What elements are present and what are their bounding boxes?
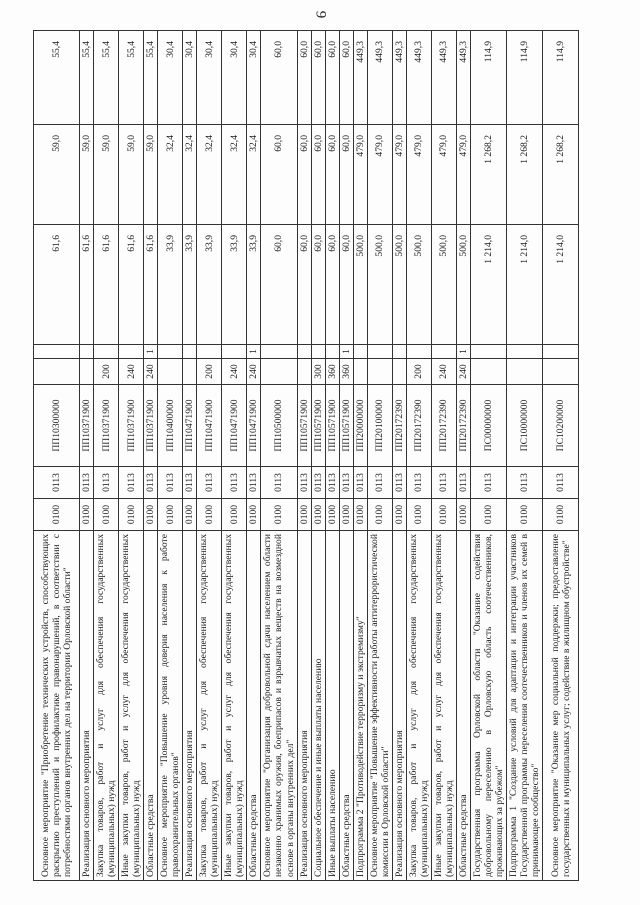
row-source-code <box>392 345 406 359</box>
row-value-3: 449,3 <box>353 31 367 125</box>
row-expense-type <box>158 359 183 385</box>
row-value-3: 30,4 <box>247 31 261 125</box>
row-subsection-code: 0113 <box>247 467 261 499</box>
row-expense-type <box>261 359 297 385</box>
row-name: Подпрограмма 1 "Создание условий для адаптации и интеграции участников Государственной программы переселения соотечественников и членов их семей в принимающее сообщество" <box>507 531 543 881</box>
row-name: Областные средства <box>144 531 158 881</box>
row-name: Реализация основного мероприятия <box>80 531 94 881</box>
row-target-code: ПС00000000 <box>470 385 506 467</box>
row-source-code <box>80 345 94 359</box>
row-value-3: 60,0 <box>261 31 297 125</box>
row-value-1: 500,0 <box>406 225 431 345</box>
row-value-2: 1 268,2 <box>543 125 579 225</box>
row-source-code <box>183 345 197 359</box>
row-expense-type <box>353 359 367 385</box>
row-target-code: ПП10400000 <box>158 385 183 467</box>
row-subsection-code: 0113 <box>431 467 456 499</box>
row-value-3: 30,4 <box>183 31 197 125</box>
row-value-2: 1 268,2 <box>507 125 543 225</box>
row-source-code: 1 <box>339 345 353 359</box>
row-value-2: 32,4 <box>183 125 197 225</box>
row-target-code: ПП10571900 <box>297 385 311 467</box>
row-subsection-code: 0113 <box>297 467 311 499</box>
row-expense-type <box>34 359 80 385</box>
row-value-2: 59,0 <box>80 125 94 225</box>
row-source-code <box>507 345 543 359</box>
row-target-code: ПП20172390 <box>406 385 431 467</box>
row-target-code: ПП10500000 <box>261 385 297 467</box>
row-value-3: 449,3 <box>431 31 456 125</box>
rotated-budget-table <box>33 31 613 881</box>
row-value-3: 449,3 <box>406 31 431 125</box>
table-row <box>543 31 579 881</box>
table-row <box>247 31 261 881</box>
table-body <box>34 31 579 881</box>
row-expense-type: 240 <box>247 359 261 385</box>
row-section-code: 0100 <box>392 499 406 531</box>
row-target-code: ПП10571900 <box>325 385 339 467</box>
row-value-2: 479,0 <box>367 125 392 225</box>
row-name: Иные закупки товаров, работ и услуг для обеспечения государственных (муниципальных) нужд <box>431 531 456 881</box>
row-value-3: 60,0 <box>325 31 339 125</box>
row-subsection-code: 0113 <box>470 467 506 499</box>
row-section-code: 0100 <box>261 499 297 531</box>
row-subsection-code: 0113 <box>367 467 392 499</box>
row-value-1: 1 214,0 <box>543 225 579 345</box>
budget-table <box>33 30 579 881</box>
row-value-1: 33,9 <box>158 225 183 345</box>
row-expense-type: 240 <box>119 359 144 385</box>
row-name: Иные выплаты населению <box>325 531 339 881</box>
row-expense-type <box>470 359 506 385</box>
row-subsection-code: 0113 <box>406 467 431 499</box>
row-subsection-code: 0113 <box>325 467 339 499</box>
row-value-1: 60,0 <box>297 225 311 345</box>
row-value-3: 30,4 <box>222 31 247 125</box>
row-target-code: ПП10371900 <box>144 385 158 467</box>
row-source-code <box>543 345 579 359</box>
row-value-2: 32,4 <box>158 125 183 225</box>
row-subsection-code: 0113 <box>222 467 247 499</box>
row-value-1: 60,0 <box>339 225 353 345</box>
row-value-2: 479,0 <box>406 125 431 225</box>
row-value-3: 60,0 <box>311 31 325 125</box>
row-expense-type <box>367 359 392 385</box>
row-target-code: ПП10471900 <box>247 385 261 467</box>
row-value-1: 33,9 <box>183 225 197 345</box>
row-source-code <box>406 345 431 359</box>
row-value-2: 479,0 <box>392 125 406 225</box>
row-value-3: 55,4 <box>80 31 94 125</box>
table-row <box>183 31 197 881</box>
row-value-3: 60,0 <box>339 31 353 125</box>
row-source-code <box>297 345 311 359</box>
row-source-code <box>470 345 506 359</box>
table-row <box>197 31 222 881</box>
row-section-code: 0100 <box>144 499 158 531</box>
row-expense-type <box>543 359 579 385</box>
row-value-2: 60,0 <box>339 125 353 225</box>
row-name: Областные средства <box>456 531 470 881</box>
row-source-code <box>94 345 119 359</box>
row-source-code <box>119 345 144 359</box>
row-name: Основное мероприятие "Приобретение технических устройств, способствующих раскрытию преступлений и профилактике правонарушений, в соответствии с потребностями органов внутренних дел на территории Орловской области" <box>34 531 80 881</box>
row-section-code: 0100 <box>222 499 247 531</box>
row-target-code: ПП10471900 <box>183 385 197 467</box>
row-expense-type: 300 <box>311 359 325 385</box>
table-row <box>339 31 353 881</box>
row-value-1: 61,6 <box>119 225 144 345</box>
row-source-code <box>197 345 222 359</box>
row-expense-type <box>80 359 94 385</box>
row-subsection-code: 0113 <box>507 467 543 499</box>
row-value-1: 61,6 <box>80 225 94 345</box>
row-expense-type: 240 <box>431 359 456 385</box>
row-expense-type: 200 <box>94 359 119 385</box>
row-subsection-code: 0113 <box>94 467 119 499</box>
row-value-1: 60,0 <box>311 225 325 345</box>
row-section-code: 0100 <box>247 499 261 531</box>
row-target-code: ПП20172390 <box>456 385 470 467</box>
row-source-code <box>431 345 456 359</box>
row-value-3: 114,9 <box>507 31 543 125</box>
row-name: Основное мероприятие "Оказание мер социальной поддержки; предоставление государственных и муниципальных услуг; содействие в жилищном обустройстве" <box>543 531 579 881</box>
row-value-3: 114,9 <box>543 31 579 125</box>
row-value-2: 59,0 <box>94 125 119 225</box>
row-target-code: ПС10000000 <box>507 385 543 467</box>
row-subsection-code: 0113 <box>311 467 325 499</box>
row-subsection-code: 0113 <box>456 467 470 499</box>
row-name: Иные закупки товаров, работ и услуг для обеспечения государственных (муниципальных) нужд <box>119 531 144 881</box>
row-name: Областные средства <box>247 531 261 881</box>
table-row <box>367 31 392 881</box>
table-row <box>431 31 456 881</box>
row-section-code: 0100 <box>34 499 80 531</box>
row-value-3: 55,4 <box>94 31 119 125</box>
row-value-2: 59,0 <box>144 125 158 225</box>
row-source-code: 1 <box>456 345 470 359</box>
row-target-code: ПП10371900 <box>94 385 119 467</box>
row-name: Реализация основного мероприятия <box>297 531 311 881</box>
row-source-code <box>34 345 80 359</box>
row-value-2: 59,0 <box>34 125 80 225</box>
row-value-1: 60,0 <box>325 225 339 345</box>
row-value-1: 500,0 <box>431 225 456 345</box>
row-value-2: 1 268,2 <box>470 125 506 225</box>
row-value-3: 55,4 <box>144 31 158 125</box>
row-section-code: 0100 <box>406 499 431 531</box>
table-row <box>297 31 311 881</box>
row-target-code: ПП10571900 <box>339 385 353 467</box>
row-source-code <box>261 345 297 359</box>
row-value-2: 60,0 <box>261 125 297 225</box>
table-row <box>392 31 406 881</box>
row-section-code: 0100 <box>543 499 579 531</box>
page-number: 9 <box>312 10 329 19</box>
row-source-code <box>222 345 247 359</box>
row-value-3: 114,9 <box>470 31 506 125</box>
table-row <box>80 31 94 881</box>
row-value-3: 449,3 <box>367 31 392 125</box>
row-subsection-code: 0113 <box>158 467 183 499</box>
row-name: Подпрограмма 2 "Противодействие терроризму и экстремизму" <box>353 531 367 881</box>
row-value-3: 449,3 <box>456 31 470 125</box>
row-value-1: 61,6 <box>144 225 158 345</box>
row-value-1: 500,0 <box>353 225 367 345</box>
row-subsection-code: 0113 <box>339 467 353 499</box>
table-row <box>470 31 506 881</box>
row-name: Закупка товаров, работ и услуг для обеспечения государственных (муниципальных) нужд <box>94 531 119 881</box>
row-target-code: ПП20100000 <box>367 385 392 467</box>
row-name: Реализация основного мероприятия <box>392 531 406 881</box>
row-source-code <box>158 345 183 359</box>
row-subsection-code: 0113 <box>80 467 94 499</box>
row-name: Государственная программа Орловской области "Оказание содействия добровольному переселению в Орловскую область соотечественников, проживающих за рубежом" <box>470 531 506 881</box>
row-name: Основное мероприятие "Повышение уровня доверия населения к работе правоохранительных органов" <box>158 531 183 881</box>
table-row <box>222 31 247 881</box>
row-value-2: 479,0 <box>353 125 367 225</box>
row-value-3: 30,4 <box>158 31 183 125</box>
row-name: Закупка товаров, работ и услуг для обеспечения государственных (муниципальных) нужд <box>197 531 222 881</box>
row-value-2: 479,0 <box>456 125 470 225</box>
row-section-code: 0100 <box>297 499 311 531</box>
row-target-code: ПП20172390 <box>392 385 406 467</box>
row-target-code: ПП10571900 <box>311 385 325 467</box>
row-target-code: ПП10471900 <box>222 385 247 467</box>
row-source-code <box>367 345 392 359</box>
row-name: Закупка товаров, работ и услуг для обеспечения государственных (муниципальных) нужд <box>406 531 431 881</box>
row-subsection-code: 0113 <box>543 467 579 499</box>
row-expense-type: 200 <box>406 359 431 385</box>
row-target-code: ПП20000000 <box>353 385 367 467</box>
table-row <box>311 31 325 881</box>
row-name: Областные средства <box>339 531 353 881</box>
row-source-code: 1 <box>144 345 158 359</box>
row-value-3: 449,3 <box>392 31 406 125</box>
row-section-code: 0100 <box>339 499 353 531</box>
row-value-1: 60,0 <box>261 225 297 345</box>
row-section-code: 0100 <box>80 499 94 531</box>
row-name: Основное мероприятие "Повышение эффективности работы антитеррористической комиссии в Орловской области" <box>367 531 392 881</box>
row-value-1: 1 214,0 <box>507 225 543 345</box>
table-row <box>325 31 339 881</box>
row-value-2: 60,0 <box>297 125 311 225</box>
row-source-code <box>325 345 339 359</box>
row-value-2: 32,4 <box>247 125 261 225</box>
row-value-3: 55,4 <box>119 31 144 125</box>
row-value-3: 30,4 <box>197 31 222 125</box>
row-expense-type <box>507 359 543 385</box>
row-target-code: ПП10471900 <box>197 385 222 467</box>
row-target-code: ПС10200000 <box>543 385 579 467</box>
row-section-code: 0100 <box>197 499 222 531</box>
row-section-code: 0100 <box>456 499 470 531</box>
row-value-2: 59,0 <box>119 125 144 225</box>
table-row <box>94 31 119 881</box>
row-section-code: 0100 <box>353 499 367 531</box>
table-row <box>456 31 470 881</box>
row-name: Иные закупки товаров, работ и услуг для обеспечения государственных (муниципальных) нужд <box>222 531 247 881</box>
table-row <box>353 31 367 881</box>
row-value-1: 61,6 <box>34 225 80 345</box>
row-expense-type: 240 <box>222 359 247 385</box>
row-value-1: 500,0 <box>367 225 392 345</box>
row-expense-type <box>183 359 197 385</box>
row-value-1: 33,9 <box>247 225 261 345</box>
table-row <box>158 31 183 881</box>
row-expense-type <box>297 359 311 385</box>
row-expense-type: 200 <box>197 359 222 385</box>
row-value-2: 479,0 <box>431 125 456 225</box>
row-target-code: ПП20172390 <box>431 385 456 467</box>
row-section-code: 0100 <box>507 499 543 531</box>
row-subsection-code: 0113 <box>197 467 222 499</box>
row-expense-type: 240 <box>144 359 158 385</box>
table-row <box>119 31 144 881</box>
row-section-code: 0100 <box>311 499 325 531</box>
row-expense-type: 360 <box>325 359 339 385</box>
row-value-2: 32,4 <box>197 125 222 225</box>
row-value-1: 1 214,0 <box>470 225 506 345</box>
row-value-1: 33,9 <box>197 225 222 345</box>
row-name: Реализация основного мероприятия <box>183 531 197 881</box>
table-row <box>406 31 431 881</box>
row-section-code: 0100 <box>325 499 339 531</box>
row-section-code: 0100 <box>119 499 144 531</box>
row-target-code: ПП10300000 <box>34 385 80 467</box>
table-row <box>34 31 80 881</box>
row-target-code: ПП10371900 <box>80 385 94 467</box>
row-subsection-code: 0113 <box>261 467 297 499</box>
row-expense-type: 240 <box>456 359 470 385</box>
row-subsection-code: 0113 <box>183 467 197 499</box>
row-subsection-code: 0113 <box>392 467 406 499</box>
row-subsection-code: 0113 <box>34 467 80 499</box>
row-expense-type <box>392 359 406 385</box>
row-subsection-code: 0113 <box>119 467 144 499</box>
row-section-code: 0100 <box>183 499 197 531</box>
row-target-code: ПП10371900 <box>119 385 144 467</box>
row-value-3: 55,4 <box>34 31 80 125</box>
row-expense-type: 360 <box>339 359 353 385</box>
row-subsection-code: 0113 <box>144 467 158 499</box>
row-value-2: 60,0 <box>325 125 339 225</box>
row-value-1: 500,0 <box>392 225 406 345</box>
table-row <box>144 31 158 881</box>
row-value-2: 32,4 <box>222 125 247 225</box>
row-value-1: 500,0 <box>456 225 470 345</box>
table-row <box>507 31 543 881</box>
row-source-code: 1 <box>247 345 261 359</box>
row-section-code: 0100 <box>431 499 456 531</box>
row-section-code: 0100 <box>94 499 119 531</box>
row-section-code: 0100 <box>158 499 183 531</box>
row-value-1: 33,9 <box>222 225 247 345</box>
row-source-code <box>311 345 325 359</box>
row-value-1: 61,6 <box>94 225 119 345</box>
table-row <box>261 31 297 881</box>
row-section-code: 0100 <box>367 499 392 531</box>
row-source-code <box>353 345 367 359</box>
row-value-2: 60,0 <box>311 125 325 225</box>
row-value-3: 60,0 <box>297 31 311 125</box>
row-name: Социальное обеспечение и иные выплаты населению <box>311 531 325 881</box>
row-name: Основное мероприятие "Организация добровольной сдачи населением области незаконно хранимых оружия, боеприпасов и взрывчатых веществ на возмездной основе в органы внутренних дел" <box>261 531 297 881</box>
row-section-code: 0100 <box>470 499 506 531</box>
row-subsection-code: 0113 <box>353 467 367 499</box>
